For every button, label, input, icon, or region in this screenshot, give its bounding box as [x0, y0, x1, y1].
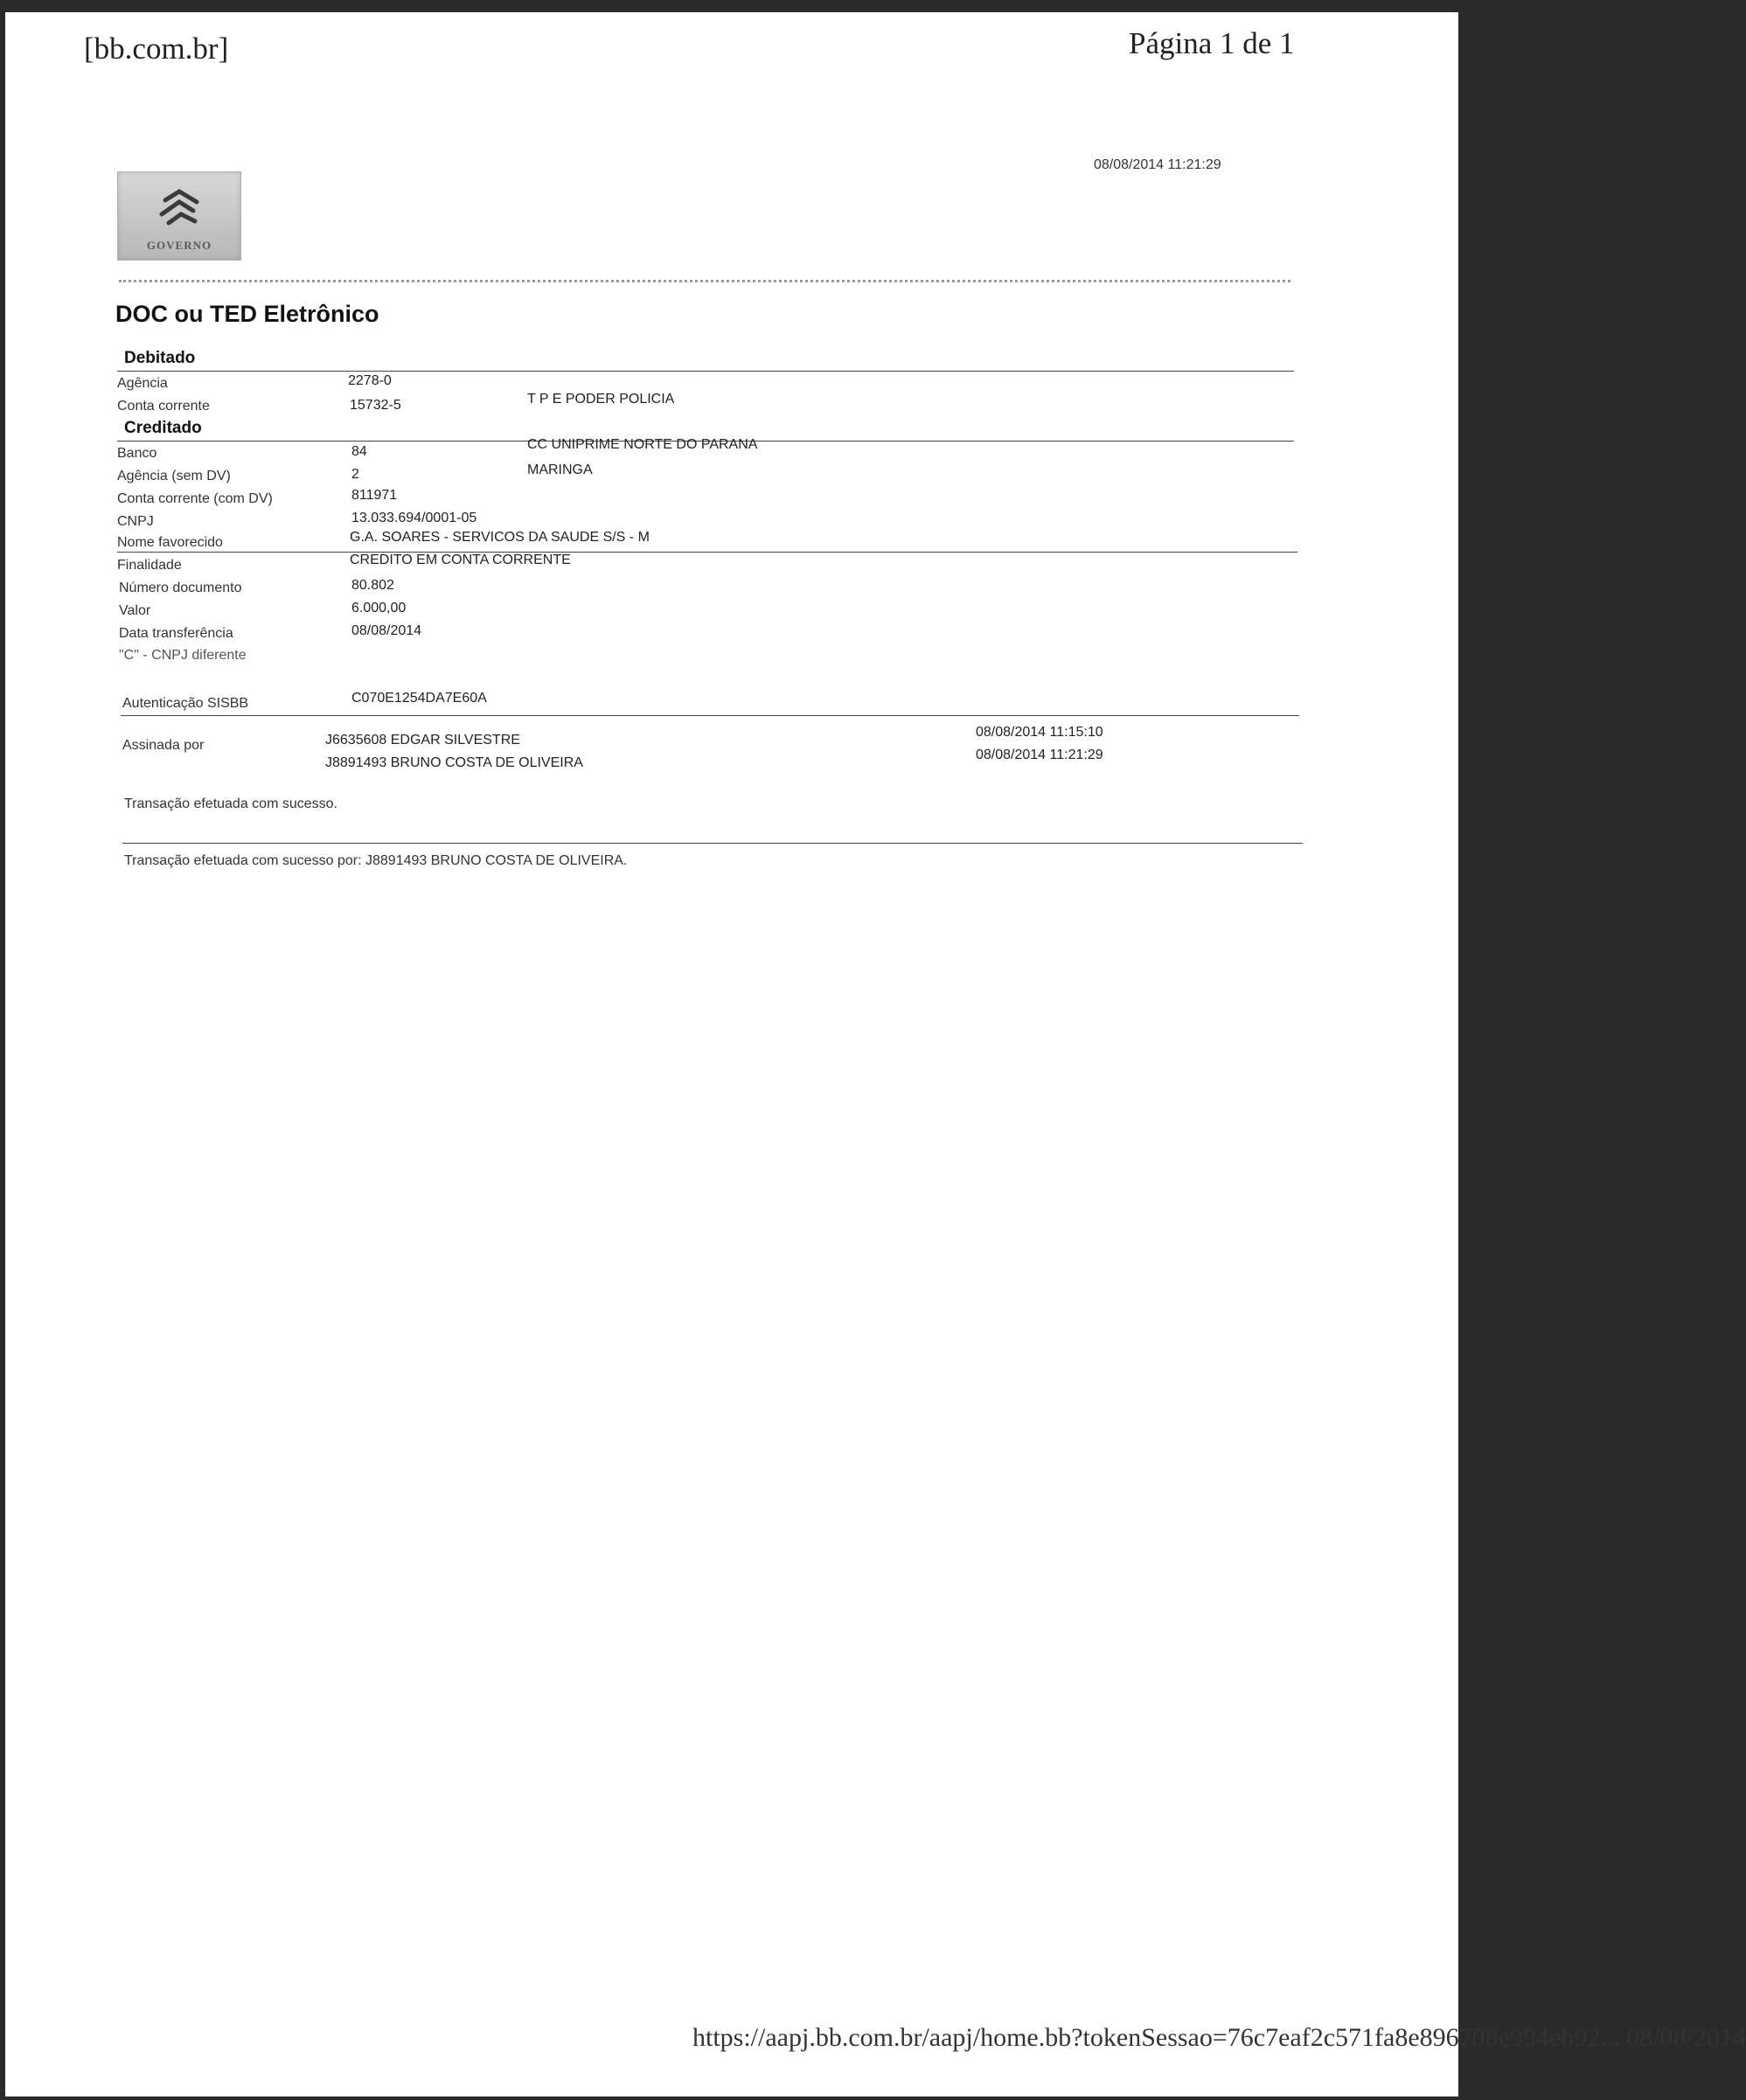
creditado-cnpj-value: 13.033.694/0001-05: [351, 511, 477, 525]
signer-name: J8891493 BRUNO COSTA DE OLIVEIRA: [325, 755, 583, 770]
autenticacao-value: C070E1254DA7E60A: [351, 691, 487, 706]
debitado-rule: [117, 371, 1294, 372]
creditado-conta-value: 811971: [351, 488, 398, 503]
creditado-conta-label: Conta corrente (com DV): [117, 491, 273, 506]
creditado-banco-name: CC UNIPRIME NORTE DO PARANA: [527, 437, 758, 452]
creditado-heading: Creditado: [124, 419, 202, 437]
creditado-banco-label: Banco: [117, 446, 157, 461]
data-transferencia-value: 08/08/2014: [351, 623, 422, 638]
assinada-por-label: Assinada por: [122, 738, 205, 753]
page-title: DOC ou TED Eletrônico: [115, 301, 379, 327]
creditado-agencia-name: MARINGA: [527, 462, 593, 477]
creditado-agencia-label: Agência (sem DV): [117, 469, 231, 483]
creditado-nome-label: Nome favorecido: [117, 535, 223, 550]
signer-datetime: 08/08/2014 11:15:10: [976, 725, 1103, 740]
numero-documento-label: Número documento: [119, 581, 242, 595]
finalidade-value: CREDITO EM CONTA CORRENTE: [350, 553, 571, 567]
debitado-heading: Debitado: [124, 349, 196, 367]
cnpj-diferente-label: "C" - CNPJ diferente: [119, 648, 247, 663]
valor-value: 6.000,00: [351, 601, 407, 615]
bank-logo: [117, 171, 241, 261]
debitado-agencia-value: 2278-0: [348, 373, 392, 388]
page-number: Página 1 de 1: [1129, 26, 1295, 60]
creditado-banco-value: 84: [351, 444, 367, 459]
print-timestamp: 08/08/2014 11:21:29: [1094, 157, 1221, 172]
valor-label: Valor: [119, 603, 151, 618]
creditado-nome-value: G.A. SOARES - SERVICOS DA SAUDE S/S - M: [350, 530, 650, 545]
print-footer-url: https://aapj.bb.com.br/aapj/home.bb?tokenSessao=76c7eaf2c571fa8e896708e994eb92... 08/08/2014: [692, 2023, 1746, 2052]
numero-documento-value: 80.802: [351, 578, 394, 593]
creditado-bottom-rule: [117, 552, 1297, 553]
success-by-message: Transação efetuada com sucesso por: J8891493 BRUNO COSTA DE OLIVEIRA.: [124, 853, 628, 868]
autenticacao-rule: [121, 715, 1299, 716]
signer-datetime: 08/08/2014 11:21:29: [976, 748, 1103, 762]
site-header: [bb.com.br]: [84, 31, 229, 66]
document-page: [5, 12, 1746, 2097]
logo-text: GOVERNO: [146, 239, 212, 252]
header-divider: [119, 280, 1290, 282]
banco-do-brasil-logo-icon: [155, 184, 204, 226]
data-transferencia-label: Data transferência: [119, 626, 233, 641]
debitado-conta-label: Conta corrente: [117, 399, 210, 414]
creditado-agencia-value: 2: [351, 467, 359, 482]
finalidade-label: Finalidade: [117, 558, 182, 573]
debitado-conta-name: T P E PODER POLICIA: [527, 392, 675, 407]
autenticacao-label: Autenticação SISBB: [122, 696, 249, 711]
creditado-cnpj-label: CNPJ: [117, 514, 154, 529]
success-rule: [122, 843, 1303, 844]
debitado-conta-value: 15732-5: [350, 398, 401, 413]
signer-name: J6635608 EDGAR SILVESTRE: [325, 733, 520, 748]
success-message: Transação efetuada com sucesso.: [124, 796, 337, 811]
debitado-agencia-label: Agência: [117, 376, 168, 391]
